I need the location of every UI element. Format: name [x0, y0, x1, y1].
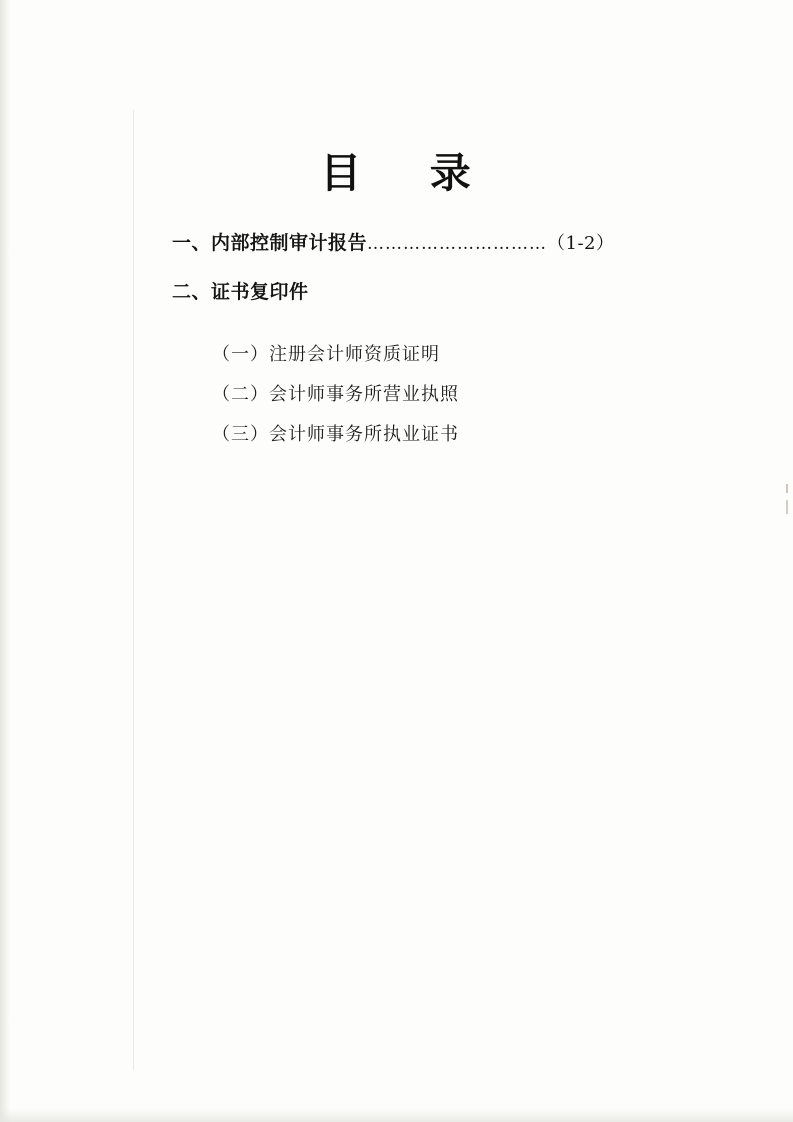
scan-speck-icon	[786, 500, 788, 514]
page-title-char-1: 目	[320, 149, 364, 197]
toc-gap	[0, 326, 793, 340]
toc-entry-level1[interactable]	[172, 277, 793, 304]
toc-entry-label: 二、证书复印件	[172, 281, 309, 303]
toc-entry-leader: …………………………	[367, 234, 548, 254]
toc-entry-level2[interactable]: （三）会计师事务所执业证书	[212, 424, 459, 445]
toc-entry-level2[interactable]: （一）注册会计师资质证明	[212, 344, 440, 365]
scan-edge-bottom	[0, 1108, 793, 1122]
toc-entry-pages: （1-2）	[547, 233, 615, 254]
scan-speck-icon	[786, 484, 788, 493]
table-of-contents	[0, 228, 793, 460]
page-title-char-2: 录	[429, 149, 473, 197]
toc-entry-level1[interactable]	[172, 228, 793, 255]
toc-entry-label: 一、内部控制审计报告	[172, 232, 368, 254]
toc-entry-level2[interactable]: （二）会计师事务所营业执照	[212, 384, 459, 405]
page-title	[0, 140, 793, 199]
